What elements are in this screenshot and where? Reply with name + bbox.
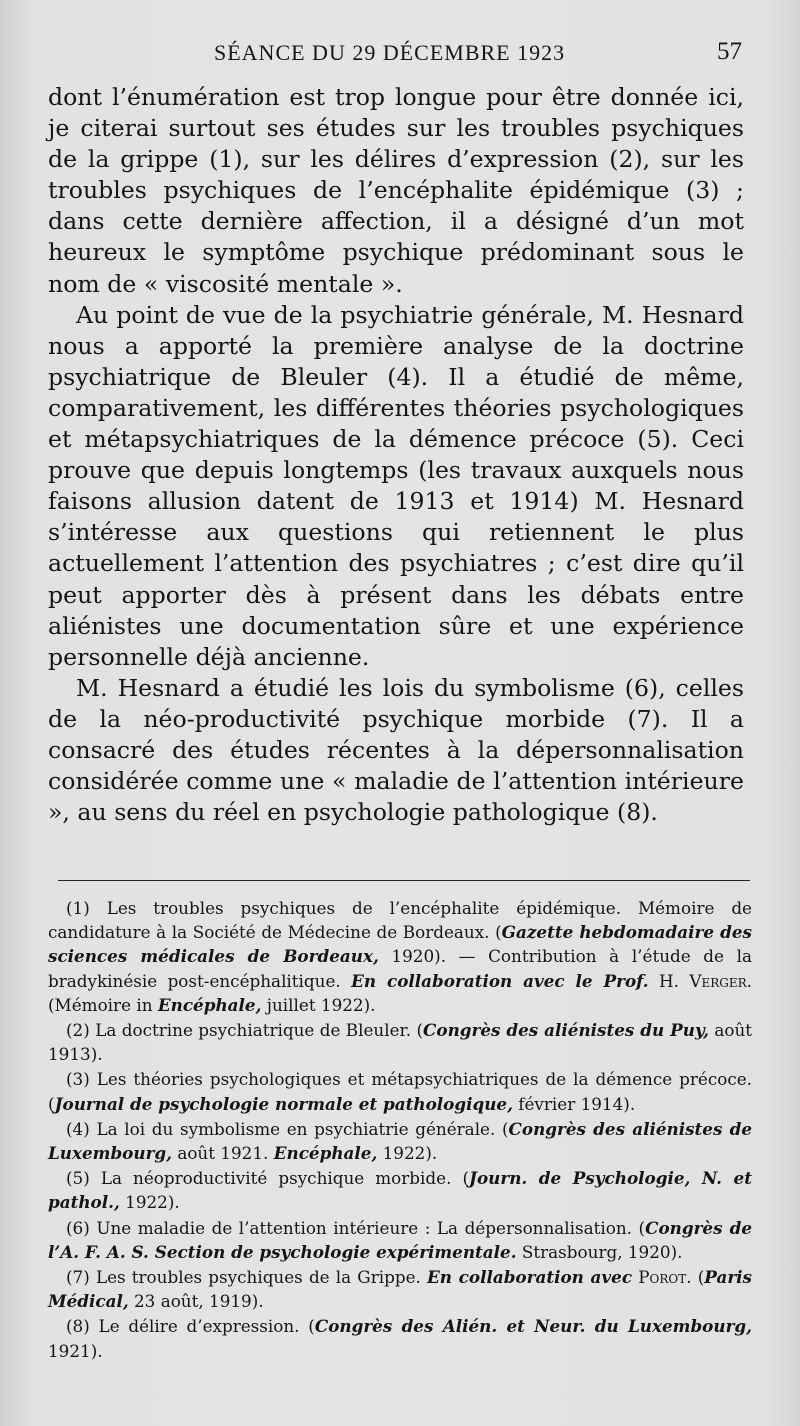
paragraph: M. Hesnard a étudié les lois du symbolisme (6), celles de la néo-productivité psychique morbide (7). Il a consacré des études récentes à la dépersonnalisation considérée comme une « maladie de l’attention intérieure », au sens du réel en psychologie pathologique (8). [48, 673, 744, 827]
footnote-rule [58, 880, 750, 881]
page-number: 57 [717, 38, 742, 65]
footnote-7: (7) Les troubles psychiques de la Grippe. En collaboration avec Porot. (Paris Médical, 23 août, 1919). [48, 1267, 752, 1312]
paragraph: Au point de vue de la psychiatrie générale, M. Hesnard nous a apporté la première analyse de la doctrine psychiatrique de Bleuler (4). Il a étudié de même, comparativement, les différentes théories psychologiques et métapsychiatriques de la démence précoce (5). Ceci prouve que depuis longtemps (les travaux auxquels nous faisons allusion datent de 1913 et 1914) M. Hesnard s’intéresse aux questions qui retiennent le plus actuellement l’attention des psychiatres ; c’est dire qu’il peut apporter dès à présent dans les débats entre aliénistes une documentation sûre et une expérience personnelle déjà ancienne. [48, 300, 744, 671]
footnote-2: (2) La doctrine psychiatrique de Bleuler. (Congrès des aliénistes du Puy, août 1913). [48, 1020, 753, 1065]
footnote-6: (6) Une maladie de l’attention intérieure : La dépersonnalisation. (Congrès de l’A. F. A. S. Section de psychologie expérimentale. Strasbourg, 1920). [48, 1217, 752, 1262]
footnote-4: (4) La loi du symbolisme en psychiatrie générale. (Congrès des aliénistes de Luxembourg, août 1921. Encéphale, 1922). [48, 1118, 752, 1164]
running-header [48, 36, 742, 70]
footnote-1: (1) Les troubles psychiques de l’encéphalite épidémique. Mémoire de candidature à la Société de Médecine de Bordeaux. (Gazette hebdomadaire des sciences médicales de Bordeaux, 1920). — Contribution à l’étude de la bradykinésie post-encéphalitique. En collaboration avec le Prof. H. Verger. (Mémoire in Encéphale, juillet 1922). [48, 898, 753, 1015]
footnote-5: (5) La néoproductivité psychique morbide. (Journ. de Psychologie, N. et pathol., 1922). [48, 1168, 752, 1213]
paragraph: dont l’énumération est trop longue pour être donnée ici, je citerai surtout ses études sur les troubles psychiques de la grippe (1), sur les délires d’expression (2), sur les troubles psychiques de l’encéphalite épidémique (3) ; dans cette dernière affection, il a désigné d’un mot heureux le symptôme psychique prédominant sous le nom de « viscosité mentale ». [48, 83, 744, 298]
running-title: SÉANCE DU 29 DÉCEMBRE 1923 [214, 40, 566, 65]
footnote-3: (3) Les théories psychologiques et métapsychiatriques de la démence précoce. (Journal de psychologie normale et pathologique, février 1914). [48, 1069, 752, 1114]
footnotes [48, 896, 752, 1364]
main-text [48, 82, 744, 828]
footnote-8: (8) Le délire d’expression. (Congrès des Alién. et Neur. du Luxembourg, 1921). [48, 1316, 752, 1361]
